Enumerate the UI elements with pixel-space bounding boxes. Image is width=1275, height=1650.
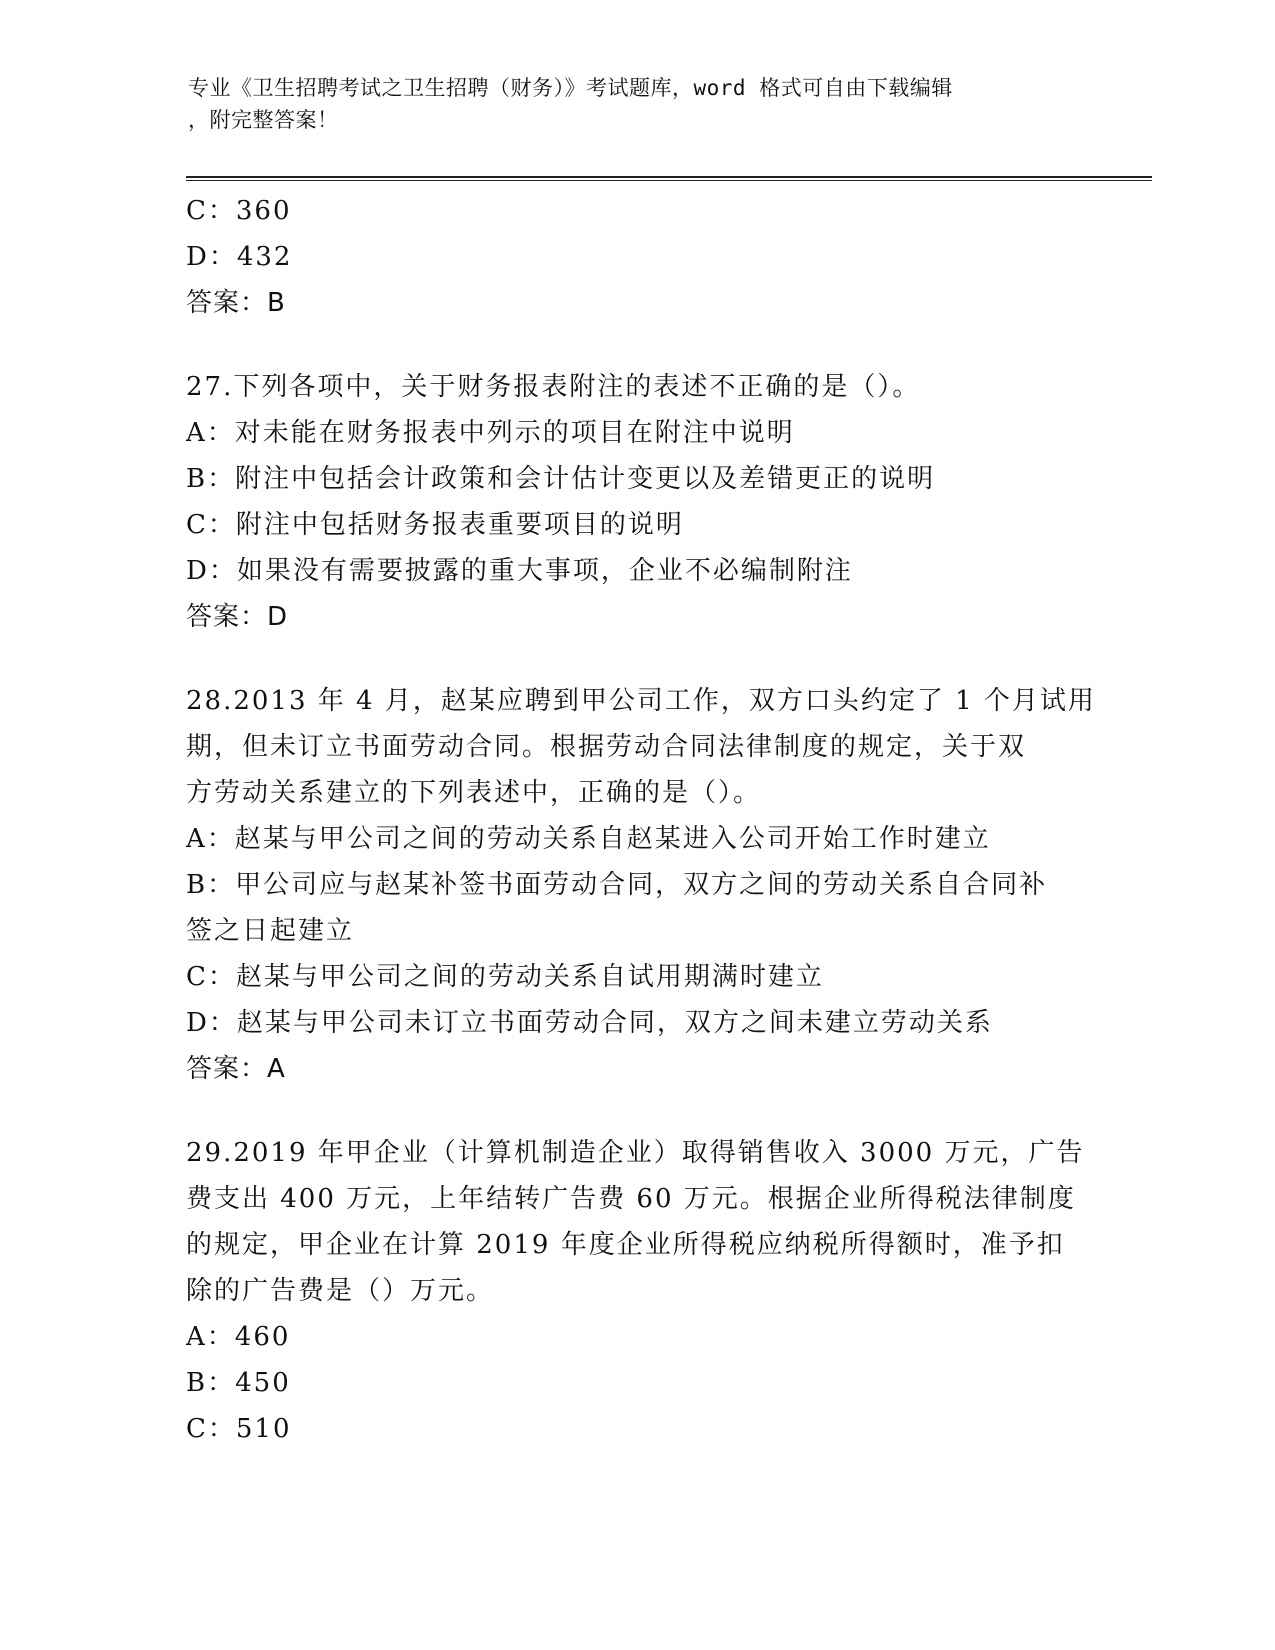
- option-a: A：460: [186, 1322, 291, 1352]
- option-c: C：360: [186, 196, 292, 226]
- answer-line: 答案：D: [186, 602, 289, 632]
- question-stem-line-3: 的规定，甲企业在计算 2019 年度企业所得税应纳税所得额时，准予扣: [186, 1230, 1065, 1260]
- question-stem: 27.下列各项中，关于财务报表附注的表述不正确的是（）。: [186, 372, 921, 402]
- question-content: [186, 188, 1096, 1452]
- option-b-line-2: 签之日起建立: [186, 916, 355, 946]
- question-stem-line-1: 29.2019 年甲企业（计算机制造企业）取得销售收入 3000 万元，广告: [186, 1138, 1085, 1168]
- answer-line: 答案：A: [186, 1054, 286, 1084]
- document-header: [188, 72, 1088, 136]
- question-stem-line-1: 28.2013 年 4 月，赵某应聘到甲公司工作，双方口头约定了 1 个月试用: [186, 686, 1096, 716]
- header-text-line-1: 专业《卫生招聘考试之卫生招聘（财务）》考试题库，word 格式可自由下载编辑: [188, 76, 953, 100]
- question-stem-line-4: 除的广告费是（）万元。: [186, 1276, 495, 1306]
- option-c: C：赵某与甲公司之间的劳动关系自试用期满时建立: [186, 962, 824, 992]
- option-d: D：432: [186, 242, 293, 272]
- option-a: A：对未能在财务报表中列示的项目在附注中说明: [186, 418, 795, 448]
- previous-question-tail: [186, 188, 1086, 326]
- answer-line: 答案：B: [186, 288, 286, 318]
- question-28: [186, 678, 1096, 1092]
- option-b: B：450: [186, 1368, 291, 1398]
- question-stem-line-2: 费支出 400 万元，上年结转广告费 60 万元。根据企业所得税法律制度: [186, 1184, 1076, 1214]
- question-stem-line-2: 期，但未订立书面劳动合同。根据劳动合同法律制度的规定，关于双: [186, 732, 1027, 762]
- question-27: [186, 364, 1086, 640]
- option-d: D：赵某与甲公司未订立书面劳动合同，双方之间未建立劳动关系: [186, 1008, 993, 1038]
- option-b-line-1: B：甲公司应与赵某补签书面劳动合同，双方之间的劳动关系自合同补: [186, 870, 1048, 900]
- option-c: C：附注中包括财务报表重要项目的说明: [186, 510, 684, 540]
- option-b: B：附注中包括会计政策和会计估计变更以及差错更正的说明: [186, 464, 936, 494]
- option-a: A：赵某与甲公司之间的劳动关系自赵某进入公司开始工作时建立: [186, 824, 991, 854]
- question-29: [186, 1130, 1086, 1452]
- header-text-line-2: ，附完整答案！: [188, 108, 339, 132]
- option-d: D：如果没有需要披露的重大事项，企业不必编制附注: [186, 556, 853, 586]
- header-divider: [186, 176, 1152, 181]
- option-c: C：510: [186, 1414, 292, 1444]
- question-stem-line-3: 方劳动关系建立的下列表述中，正确的是（）。: [186, 778, 762, 808]
